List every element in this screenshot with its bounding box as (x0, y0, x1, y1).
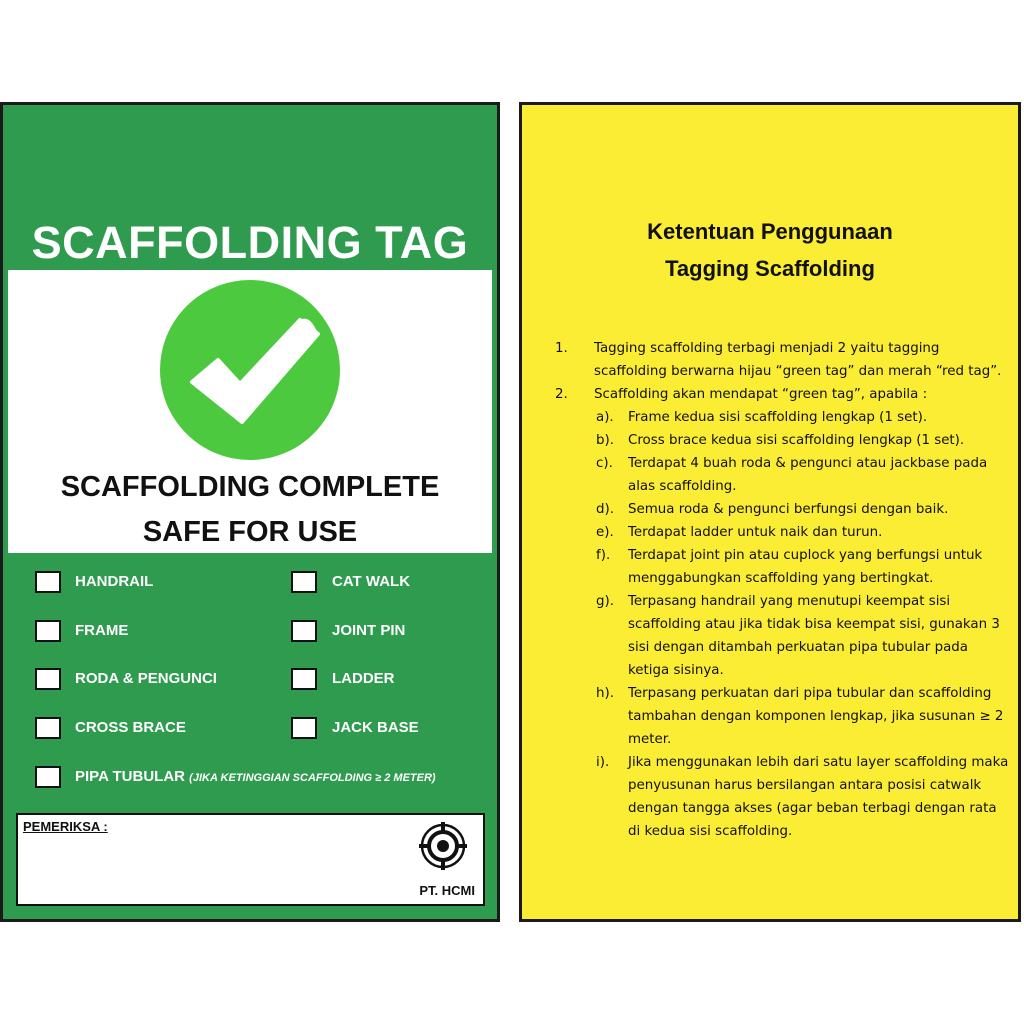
rule-text: Tagging scaffolding terbagi menjadi 2 yaitu tagging scaffolding berwarna hijau “green tag” dan merah “red tag”. (594, 341, 1002, 379)
joint-pin-label: JOINT PIN (332, 622, 406, 639)
handrail-label: HANDRAIL (75, 573, 154, 590)
sub-item-c (522, 452, 1018, 498)
cat-walk-label: CAT WALK (332, 573, 411, 590)
ladder-checkbox[interactable] (291, 668, 317, 690)
sub-text: Terdapat ladder untuk naik dan turun. (628, 525, 883, 540)
sub-text: Frame kedua sisi scaffolding lengkap (1 set). (628, 410, 928, 425)
sub-letter: g). (596, 594, 614, 609)
status-text (8, 465, 492, 555)
sub-letter: h). (596, 686, 614, 701)
status-line-2: SAFE FOR USE (142, 516, 358, 548)
sub-item-h (522, 682, 1018, 751)
sub-letter: b). (596, 433, 614, 448)
cross-brace-label: CROSS BRACE (75, 719, 186, 736)
roda-pengunci-checkbox[interactable] (35, 668, 61, 690)
jack-base-checkbox[interactable] (291, 717, 317, 739)
sub-text: Semua roda & pengunci berfungsi dengan baik. (628, 502, 949, 517)
rule-number: 2. (555, 387, 568, 402)
cat-walk-checkbox[interactable] (291, 571, 317, 593)
checkmark-icon (160, 280, 340, 460)
sub-text: Jika menggunakan lebih dari satu layer scaffolding maka penyusunan harus bersilangan antara posisi catwalk dengan tangga akses (agar beban terbagi dengan rata di kedua sisi scaffolding. (628, 755, 1009, 839)
pipa-tubular-note: (JIKA KETINGGIAN SCAFFOLDING ≥ 2 METER) (189, 772, 436, 784)
sub-item-b (522, 429, 1018, 452)
sub-text: Cross brace kedua sisi scaffolding lengkap (1 set). (628, 433, 965, 448)
tag-title: SCAFFOLDING TAG (31, 217, 469, 268)
sub-item-a (522, 406, 1018, 429)
sub-item-d (522, 498, 1018, 521)
rules-title-line-1: Ketentuan Penggunaan (647, 219, 893, 244)
frame-checkbox[interactable] (35, 620, 61, 642)
rules-title (522, 213, 1018, 287)
rules-list (522, 337, 1018, 843)
company-name: PT. HCMI (419, 883, 475, 898)
roda-pengunci-label: RODA & PENGUNCI (75, 670, 217, 687)
sub-item-i (522, 751, 1018, 843)
pipa-tubular-text: PIPA TUBULAR (75, 768, 185, 785)
sub-text: Terdapat joint pin atau cuplock yang berfungsi untuk menggabungkan scaffolding yang bertingkat. (628, 548, 983, 586)
sub-letter: c). (596, 456, 613, 471)
rule-item-2 (522, 383, 1018, 406)
inspector-label: PEMERIKSA : (23, 819, 108, 834)
sub-letter: i). (596, 755, 610, 770)
sub-letter: e). (596, 525, 614, 540)
sub-text: Terpasang perkuatan dari pipa tubular dan scaffolding tambahan dengan komponen lengkap, jika susunan ≥ 2 meter. (628, 686, 1004, 747)
sub-text: Terdapat 4 buah roda & pengunci atau jackbase pada alas scaffolding. (628, 456, 988, 494)
company-logo-icon (418, 821, 468, 875)
status-panel (8, 270, 492, 553)
sub-letter: d). (596, 502, 614, 517)
status-line-1: SCAFFOLDING COMPLETE (60, 471, 440, 503)
inspector-box[interactable] (16, 813, 485, 906)
joint-pin-checkbox[interactable] (291, 620, 317, 642)
sub-letter: f). (596, 548, 611, 563)
sub-letter: a). (596, 410, 614, 425)
rule-number: 1. (555, 341, 568, 356)
scaffolding-tag-card (0, 102, 500, 922)
sub-item-f (522, 544, 1018, 590)
rule-item-1 (522, 337, 1018, 383)
pipa-tubular-label (75, 768, 436, 785)
cross-brace-checkbox[interactable] (35, 717, 61, 739)
rule-text: Scaffolding akan mendapat “green tag”, apabila : (594, 387, 928, 402)
sub-item-g (522, 590, 1018, 682)
pipa-tubular-checkbox[interactable] (35, 766, 61, 788)
sub-item-e (522, 521, 1018, 544)
sub-text: Terpasang handrail yang menutupi keempat sisi scaffolding atau jika tidak bisa keempat sisi, gunakan 3 sisi dengan ditambah perkuatan pipa tubular pada ketiga sisinya. (628, 594, 1000, 678)
rules-title-line-2: Tagging Scaffolding (665, 256, 875, 281)
frame-label: FRAME (75, 622, 129, 639)
jack-base-label: JACK BASE (332, 719, 419, 736)
ladder-label: LADDER (332, 670, 395, 687)
handrail-checkbox[interactable] (35, 571, 61, 593)
rules-card (519, 102, 1021, 922)
